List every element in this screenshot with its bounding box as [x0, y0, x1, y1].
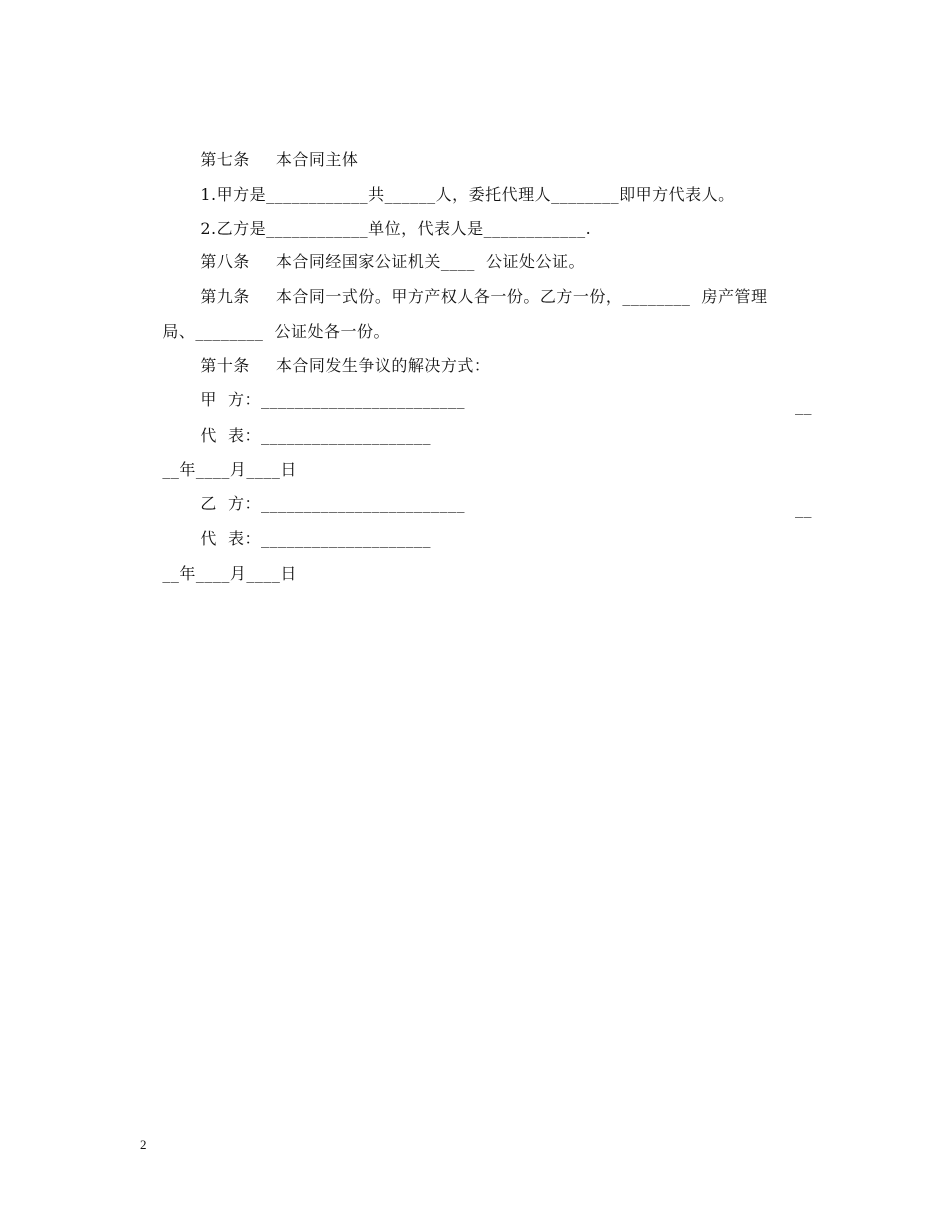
article7-item2: [178, 184, 812, 238]
party-a-line: [178, 355, 812, 409]
date-a-field: __年____月____日: [162, 460, 297, 479]
party-a-field: 甲 方：________________________: [200, 390, 466, 409]
party-b-line: [178, 459, 812, 513]
date-b-line: [140, 529, 812, 583]
rep-b-line: [178, 494, 812, 548]
article7-item1-text: 1.甲方是____________共______人，委托代理人________即甲方代表人。: [200, 185, 735, 204]
article10-line: [178, 321, 812, 375]
rep-a-line: [178, 391, 812, 445]
article10-heading: 第十条: [200, 356, 250, 375]
rep-b-field: 代 表：____________________: [200, 529, 432, 548]
date-a-line: [140, 425, 812, 479]
article8-heading: 第八条: [200, 252, 250, 271]
rep-b-trailing-dash: __: [795, 499, 812, 518]
article8-text: 本合同经国家公证机关____ 公证处公证。: [275, 252, 586, 271]
page-number: 2: [140, 1137, 147, 1152]
article9-line1: [178, 252, 812, 306]
article7-item1: [178, 150, 812, 204]
article9-heading: 第九条: [200, 287, 250, 306]
party-b-field: 乙 方：________________________: [200, 494, 466, 513]
article10-text: 本合同发生争议的解决方式：: [275, 356, 491, 375]
article7-heading-line: [178, 115, 812, 169]
article9-line2: [140, 287, 812, 341]
article9-text-line1: 本合同一式份。甲方产权人各一份。乙方一份，________ 房产管理: [275, 287, 768, 306]
date-b-field: __年____月____日: [162, 564, 297, 583]
article7-item2-text: 2.乙方是____________单位，代表人是____________.: [200, 219, 592, 238]
article7-heading: 第七条: [200, 150, 250, 169]
article9-text-line2: 局、________ 公证处各一份。: [162, 322, 391, 341]
rep-a-field: 代 表：____________________: [200, 426, 432, 445]
article8-line: [178, 217, 812, 271]
article7-title: 本合同主体: [275, 150, 359, 169]
rep-a-trailing-dash: __: [795, 396, 812, 415]
